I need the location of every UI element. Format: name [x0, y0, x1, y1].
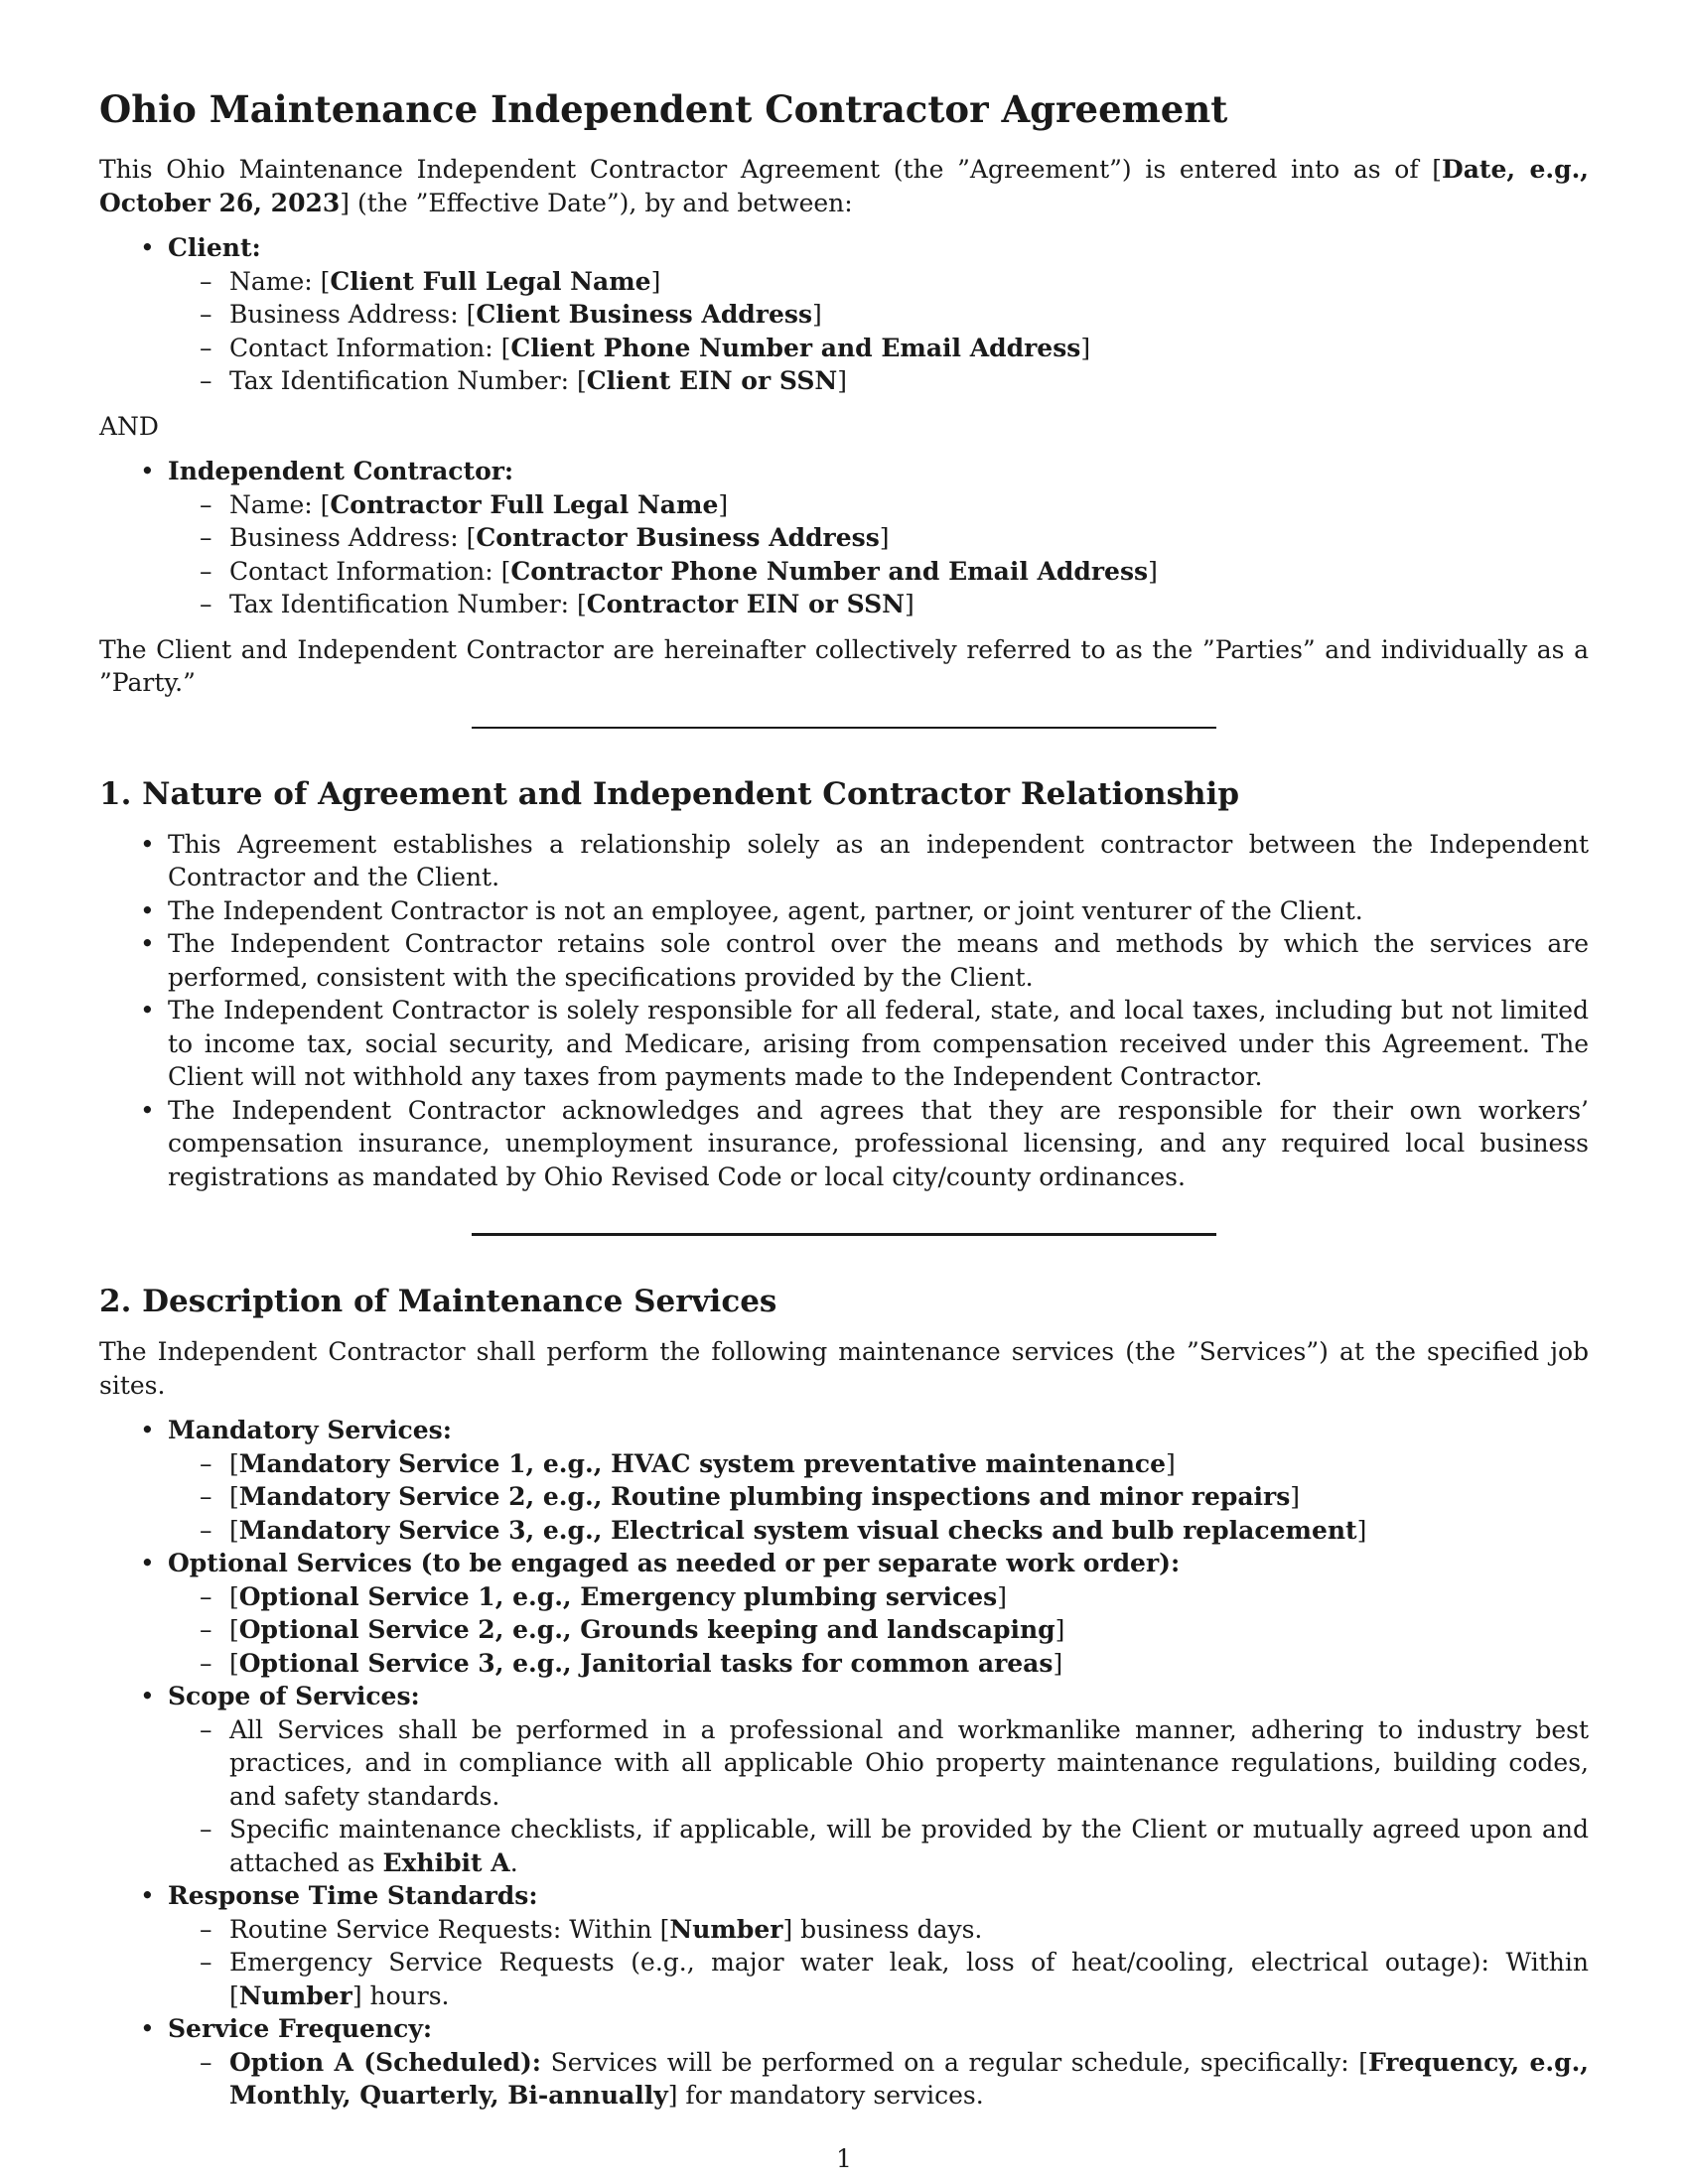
optional-services: • Optional Services (to be engaged as needed or per separate work order): – [Optional Service 1, e.g., Emergency plumbing services] – [Optional Service 2, e.g., Grounds keeping and landscaping] – [Optional Service 3, e.g., Janitorial tasks for common areas] [168, 1547, 1589, 1680]
parties-paragraph: The Client and Independent Contractor are hereinafter collectively referred to as the ”Parties” and individually as a ”Party.” [99, 634, 1589, 697]
page-title: Ohio Maintenance Independent Contractor Agreement [99, 87, 1228, 131]
mandatory-service-item: – [Mandatory Service 1, e.g., HVAC system preventative maintenance] [229, 1447, 1589, 1481]
list-item: • This Agreement establishes a relationship solely as an independent contractor between the Independent Contractor and the Client. [168, 828, 1589, 894]
frequency-option-a: – Option A (Scheduled): Services will be performed on a regular schedule, specifically: [Frequency, e.g., Monthly, Quarterly, Bi-annually] for mandatory services. [229, 2046, 1589, 2113]
mandatory-service-item: – [Mandatory Service 3, e.g., Electrical system visual checks and bulb replacement] [229, 1514, 1589, 1548]
optional-service-item: – [Optional Service 1, e.g., Emergency plumbing services] [229, 1580, 1589, 1614]
page-number: 1 [836, 2144, 852, 2173]
routine-response: – Routine Service Requests: Within [Number] business days. [229, 1913, 1589, 1947]
contractor-heading: Independent Contractor: [168, 457, 514, 485]
client-block [168, 231, 1589, 398]
scope-item: – Specific maintenance checklists, if applicable, will be provided by the Client or mutually agreed upon and attached as Exhibit A. [229, 1813, 1589, 1879]
client-contact: – Contact Information: [Client Phone Number and Email Address] [229, 332, 1589, 365]
list-item: • The Independent Contractor retains sole control over the means and methods by which the services are performed, consistent with the specifications provided by the Client. [168, 927, 1589, 994]
section-1-heading: 1. Nature of Agreement and Independent Contractor Relationship [99, 775, 1240, 812]
mandatory-services: • Mandatory Services: – [Mandatory Service 1, e.g., HVAC system preventative maintenance] – [Mandatory Service 2, e.g., Routine plumbing inspections and minor repairs] – [Mandatory Service 3, e.g., Electrical system visual checks and bulb replacement] [168, 1414, 1589, 1547]
intro-paragraph: This Ohio Maintenance Independent Contractor Agreement (the ”Agreement”) is entered into as of [Date, e.g., October 26, 2023] (the ”Effective Date”), by and between: [99, 155, 1589, 217]
section-divider [472, 1233, 1216, 1236]
section-1-list [99, 828, 1589, 1194]
section-2-heading: 2. Description of Maintenance Services [99, 1284, 777, 1319]
list-item: • The Independent Contractor is not an employee, agent, partner, or joint venturer of the Client. [168, 894, 1589, 928]
and-separator: AND [99, 411, 159, 441]
contractor-details [168, 488, 1589, 621]
section-2-list [99, 1414, 1589, 2113]
client-name: – Name: [Client Full Legal Name] [229, 265, 1589, 299]
scope-item: – All Services shall be performed in a professional and workmanlike manner, adhering to industry best practices, and in compliance with all applicable Ohio property maintenance regulations, building codes, and safety standards. [229, 1713, 1589, 1814]
contractor-tax-id: – Tax Identification Number: [Contractor EIN or SSN] [229, 588, 1589, 621]
optional-service-item: – [Optional Service 2, e.g., Grounds keeping and landscaping] [229, 1613, 1589, 1647]
client-details [168, 265, 1589, 398]
list-item: • The Independent Contractor acknowledges and agrees that they are responsible for their own workers’ compensation insurance, unemployment insurance, professional licensing, and any required local business registrations as mandated by Ohio Revised Code or local city/county ordinances. [168, 1094, 1589, 1194]
client-heading: Client: [168, 233, 261, 262]
contractor-address: – Business Address: [Contractor Business Address] [229, 521, 1589, 555]
contractor-name: – Name: [Contractor Full Legal Name] [229, 488, 1589, 522]
optional-service-item: – [Optional Service 3, e.g., Janitorial tasks for common areas] [229, 1647, 1589, 1681]
mandatory-service-item: – [Mandatory Service 2, e.g., Routine plumbing inspections and minor repairs] [229, 1480, 1589, 1514]
response-time-standards: • Response Time Standards: – Routine Service Requests: Within [Number] business days. – Emergency Service Requests (e.g., major water leak, loss of heat/cooling, electrical outage): Within [Number] hours. [168, 1879, 1589, 2012]
service-frequency: • Service Frequency: – Option A (Scheduled): Services will be performed on a regular schedule, specifically: [Frequency, e.g., Monthly, Quarterly, Bi-annually] for mandatory services. [168, 2012, 1589, 2113]
scope-of-services: • Scope of Services: – All Services shall be performed in a professional and workmanlike manner, adhering to industry best practices, and in compliance with all applicable Ohio property maintenance regulations, building codes, and safety standards. – Specific maintenance checklists, if applicable, will be provided by the Client or mutually agreed upon and attached as Exhibit A. [168, 1680, 1589, 1879]
client-tax-id: – Tax Identification Number: [Client EIN or SSN] [229, 364, 1589, 398]
effective-date-placeholder: Date, e.g., October 26, 2023 [99, 155, 1589, 217]
section-2-intro: The Independent Contractor shall perform the following maintenance services (the ”Services”) at the specified job sites. [99, 1337, 1589, 1400]
client-address: – Business Address: [Client Business Address] [229, 298, 1589, 332]
client-list [99, 231, 1589, 398]
contractor-contact: – Contact Information: [Contractor Phone Number and Email Address] [229, 555, 1589, 589]
emergency-response: – Emergency Service Requests (e.g., major water leak, loss of heat/cooling, electrical outage): Within [Number] hours. [229, 1946, 1589, 2012]
contractor-list [99, 455, 1589, 621]
list-item: • The Independent Contractor is solely responsible for all federal, state, and local taxes, including but not limited to income tax, social security, and Medicare, arising from compensation received under this Agreement. The Client will not withhold any taxes from payments made to the Independent Contractor. [168, 994, 1589, 1094]
document-page [99, 87, 1589, 2113]
contractor-block [168, 455, 1589, 621]
section-divider [472, 727, 1216, 729]
